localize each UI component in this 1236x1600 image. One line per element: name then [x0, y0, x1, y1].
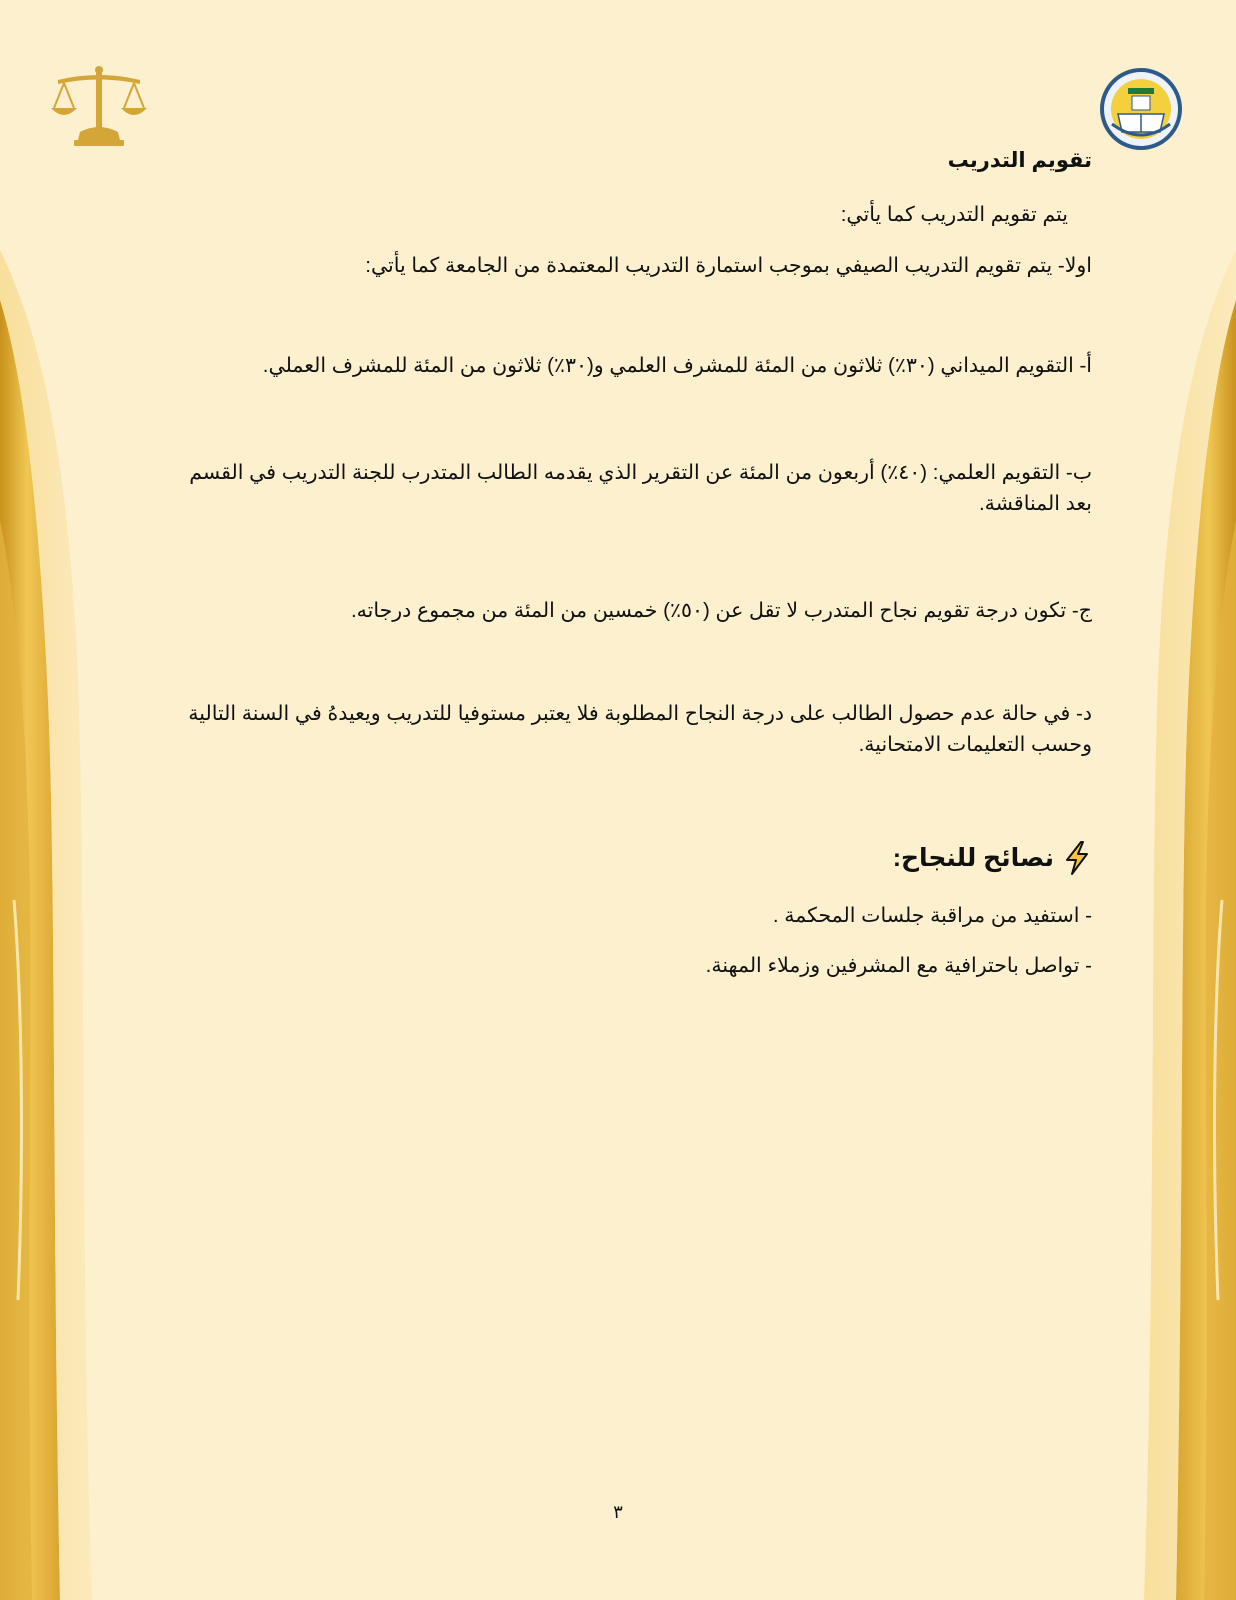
- intro-line: يتم تقويم التدريب كما يأتي:: [840, 203, 1068, 226]
- paragraph-first: اولا- يتم تقويم التدريب الصيفي بموجب استمارة التدريب المعتمدة من الجامعة كما يأتي:: [365, 254, 1092, 277]
- tips-heading-text: نصائح للنجاح:: [892, 843, 1054, 872]
- item-b: ب- التقويم العلمي: (٤٠٪) أربعون من المئة عن التقرير الذي يقدمه الطالب المتدرب للجنة التدريب في القسم بعد المناقشة.: [189, 461, 1092, 515]
- page-number: ٣: [613, 1502, 623, 1522]
- scales-of-justice-icon: [50, 64, 148, 148]
- tip-item: - استفيد من مراقبة جلسات المحكمة .: [772, 904, 1092, 927]
- tips-heading: [893, 840, 1092, 876]
- section-title: تقويم التدريب: [947, 149, 1092, 172]
- item-c: ج- تكون درجة تقويم نجاح المتدرب لا تقل عن (٥٠٪) خمسين من المئة من مجموع درجاته.: [350, 599, 1092, 622]
- university-seal-logo: [1098, 66, 1184, 152]
- tip-item: - تواصل باحترافية مع المشرفين وزملاء المهنة.: [705, 954, 1092, 977]
- lightning-bolt-icon: [1062, 840, 1092, 876]
- item-a: أ- التقويم الميداني (٣٠٪) ثلاثون من المئة للمشرف العلمي و(٣٠٪) ثلاثون من المئة للمشرف العملي.: [262, 354, 1092, 377]
- item-d: د- في حالة عدم حصول الطالب على درجة النجاح المطلوبة فلا يعتبر مستوفيا للتدريب ويعيدهُ في السنة التالية وحسب التعليمات الامتحانية.: [188, 702, 1092, 756]
